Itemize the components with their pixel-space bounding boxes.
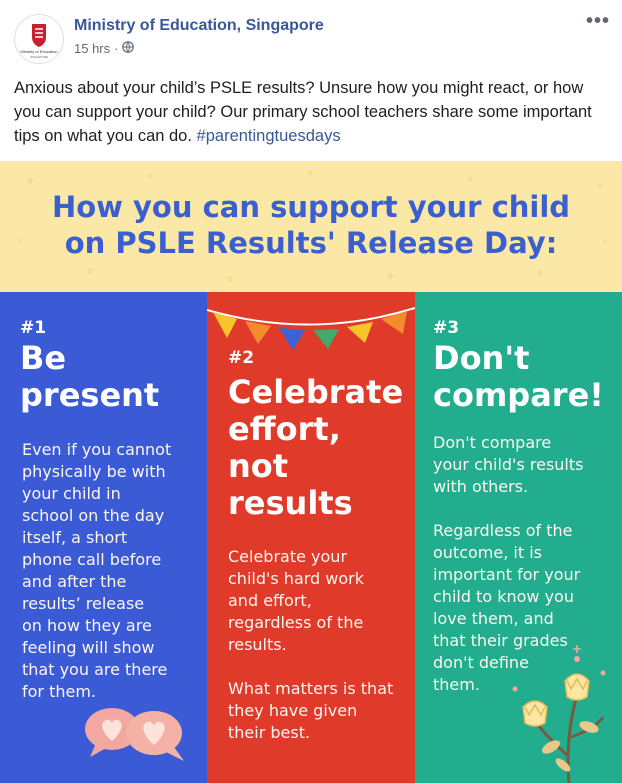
tip-title-line: Celebrate: [228, 373, 404, 411]
tip-body-line: itself, a short: [22, 528, 128, 547]
more-options-icon[interactable]: •••: [585, 10, 610, 32]
tip-body-line: and after the: [22, 572, 127, 591]
tip-body-line: Regardless of the: [433, 521, 573, 540]
tip-body-line: Even if you cannot: [22, 440, 172, 459]
tip-body-line: phone call before: [22, 550, 162, 569]
tip-body-line: with others.: [433, 477, 529, 496]
tip-body-line: important for your: [433, 565, 581, 584]
meta-separator: ·: [114, 41, 119, 56]
tip-title-line: Be: [20, 339, 67, 377]
tip-title-line: not: [228, 447, 289, 485]
tip-number: #1: [20, 318, 47, 338]
tip-number: #3: [433, 318, 460, 338]
tip-body-line: they have given: [228, 701, 358, 720]
tip-body-line: that you are there: [22, 660, 168, 679]
tip-title-line: results: [228, 484, 353, 522]
hashtag-link[interactable]: #parentingtuesdays: [196, 127, 341, 145]
tip-body-line: Celebrate your: [228, 547, 348, 566]
tip-column-3: [415, 292, 622, 783]
page-avatar[interactable]: [14, 14, 64, 64]
tip-title: [228, 374, 403, 522]
tip-body: [228, 678, 393, 744]
post-meta: [74, 41, 134, 56]
infographic-image[interactable]: [0, 161, 622, 783]
tip-body-line: results’ release: [22, 594, 145, 613]
tip-body-line: love them, and: [433, 609, 554, 628]
tip-body: [433, 432, 583, 498]
tip-title: [433, 340, 604, 414]
headline-line: on PSLE Results' Release Day:: [64, 226, 558, 260]
tip-title-line: compare!: [433, 376, 604, 414]
infographic-banner: [0, 161, 622, 292]
tip-body: [22, 439, 171, 703]
tip-body-line: that their grades: [433, 631, 568, 650]
tip-body-line: don't define: [433, 653, 529, 672]
tip-column-1: [0, 292, 207, 783]
svg-text:SINGAPORE: SINGAPORE: [30, 55, 48, 59]
tip-title-line: present: [20, 376, 160, 414]
tip-column-2: [207, 292, 415, 783]
bunting-flags-icon: [207, 292, 415, 352]
post-message: [14, 76, 610, 148]
tip-body-line: them.: [433, 675, 480, 694]
tip-body-line: results.: [228, 635, 287, 654]
tip-body-line: and effort,: [228, 591, 312, 610]
tip-body-line: your child in: [22, 484, 121, 503]
tip-title-line: effort,: [228, 410, 341, 448]
tip-title-line: Don't: [433, 339, 530, 377]
tip-body-line: feeling will show: [22, 638, 155, 657]
tip-body-line: What matters is that: [228, 679, 394, 698]
tip-body-line: Don't compare: [433, 433, 552, 452]
tip-body-line: your child's results: [433, 455, 584, 474]
tip-title: [20, 340, 159, 414]
globe-icon[interactable]: [122, 41, 134, 56]
tip-body-line: their best.: [228, 723, 311, 742]
svg-text:Ministry of Education: Ministry of Education: [20, 49, 58, 54]
post-message-text: Anxious about your child’s PSLE results? Unsure how you might react, or how you can support your child? Our primary school teachers share some important tips on what you can do.: [14, 79, 592, 145]
heart-speech-bubbles-icon: [82, 699, 194, 771]
post-header: [0, 0, 622, 70]
tip-body-line: school on the day: [22, 506, 165, 525]
flowers-icon: [507, 637, 619, 783]
tip-number: #2: [228, 348, 255, 368]
infographic-headline: [0, 189, 622, 261]
tip-body-line: child's hard work: [228, 569, 365, 588]
tip-body-line: physically be with: [22, 462, 166, 481]
tip-body-line: regardless of the: [228, 613, 364, 632]
tip-body-line: child to know you: [433, 587, 574, 606]
tip-body: [228, 546, 364, 656]
tip-body-line: on how they are: [22, 616, 152, 635]
headline-line: How you can support your child: [51, 190, 571, 224]
tip-body-line: for them.: [22, 682, 97, 701]
post-time[interactable]: 15 hrs: [74, 41, 111, 56]
tip-body-line: outcome, it is: [433, 543, 542, 562]
page-name-link[interactable]: Ministry of Education, Singapore: [74, 17, 324, 34]
